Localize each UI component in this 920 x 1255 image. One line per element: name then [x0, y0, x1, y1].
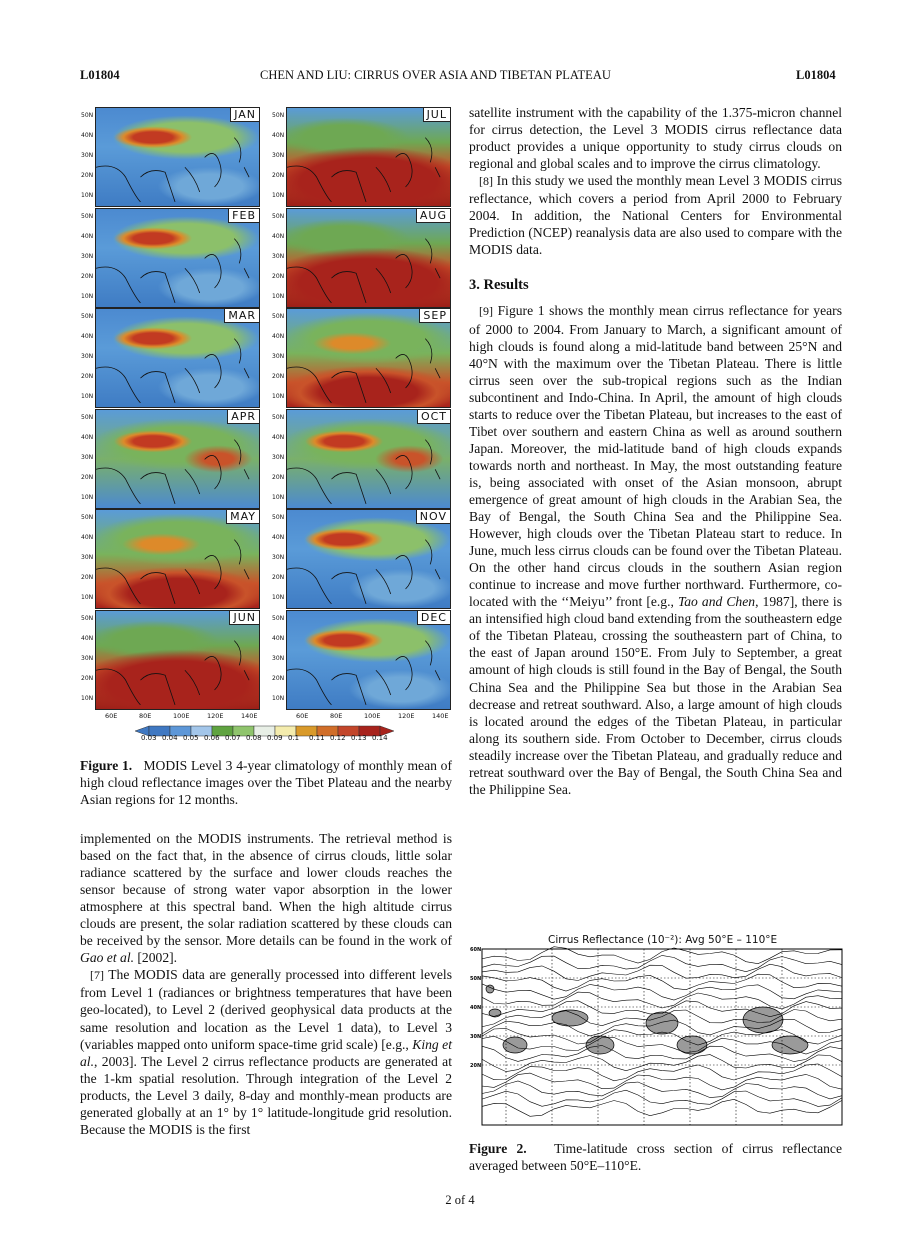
latitude-label: 10N	[272, 393, 285, 400]
colorbar-tick-label: 0.08	[246, 734, 262, 742]
colorbar-tick-label: 0.09	[267, 734, 283, 742]
latitude-label: 40N	[470, 1005, 482, 1011]
month-label: DEC	[417, 611, 450, 625]
paragraph: satellite instrument with the capability of the 1.375-micron channel for cirrus detection, the Level 3 MODIS cirrus reflectance data product provides a unique opportunity to study cirrus clouds on regional and global scales and to improve the cirrus climatology.	[469, 105, 842, 172]
latitude-label: 30N	[81, 654, 94, 662]
map-panel-jun	[95, 610, 260, 710]
latitude-label: 30N	[272, 453, 285, 461]
latitude-label: 50N	[272, 413, 285, 421]
map-panel-mar	[95, 308, 260, 408]
citation: Tao and Chen	[677, 594, 756, 610]
colorbar-tick-label: 0.1	[288, 734, 300, 742]
paragraph-8	[469, 172, 842, 258]
month-label: FEB	[228, 209, 259, 223]
latitude-label: 40N	[81, 433, 94, 441]
map-panel-may	[95, 509, 260, 609]
citation: Gao et al.	[80, 950, 134, 966]
latitude-label: 40N	[81, 132, 94, 139]
longitude-label: 120E	[207, 712, 224, 720]
latitude-label: 50N	[272, 614, 285, 622]
colorbar-tick-label: 0.06	[204, 734, 220, 742]
latitude-label: 40N	[81, 634, 94, 642]
latitude-label: 10N	[81, 694, 94, 702]
paragraph-7	[80, 966, 452, 1137]
month-label: JAN	[230, 108, 259, 122]
latitude-label: 40N	[81, 333, 94, 340]
latitude-label: 50N	[272, 112, 285, 119]
paragraph-9	[469, 302, 842, 797]
latitude-label: 30N	[272, 252, 285, 260]
colorbar-tick-label: 0.04	[162, 734, 178, 742]
map-panel-dec	[286, 610, 451, 710]
latitude-label: 10N	[81, 292, 94, 300]
coastline	[287, 108, 450, 207]
latitude-label: 50N	[81, 413, 94, 421]
map-panel-aug	[286, 208, 451, 308]
header-title: CHEN AND LIU: CIRRUS OVER ASIA AND TIBETAN PLATEAU	[260, 68, 611, 82]
latitude-label: 50N	[81, 313, 94, 320]
contour-line	[482, 992, 842, 1009]
figure-1-caption	[80, 757, 452, 808]
header-right: L01804	[796, 68, 836, 82]
coastline	[96, 209, 259, 308]
latitude-label: 30N	[272, 654, 285, 662]
latitude-label: 50N	[272, 514, 285, 521]
paragraph-number: [8]	[479, 174, 493, 189]
contour-line	[482, 1073, 842, 1090]
latitude-label: 60N	[470, 947, 482, 953]
figure-2-caption	[469, 1140, 842, 1174]
latitude-label: 50N	[81, 112, 94, 119]
shaded-region	[772, 1036, 808, 1054]
month-label: NOV	[416, 510, 450, 524]
map-panel-jul	[286, 107, 451, 207]
month-label: APR	[227, 410, 259, 424]
paragraph-number: [9]	[479, 304, 493, 319]
latitude-label: 10N	[272, 493, 285, 501]
latitude-label: 20N	[272, 574, 285, 581]
header-left: L01804	[80, 68, 120, 82]
figure-2-contour-plot	[470, 945, 845, 1130]
latitude-label: 30N	[272, 554, 285, 561]
text: , 1987], there is an intensified high cloud band extending from the southeastern edge of the Tibetan Plateau, crossing the southeastern part of China, to the east of Japan around 150°E. From July to September, a great amount of high clouds is still found in the Bay of Bengal, the South China Sea and the Philippine Sea but those in the Arabian Sea decrease and retreat southward. Also, a large amount of high clouds is located around the edges of the Tibetan Plateau, in particular along its southern side. From October to December, cirrus clouds steadily increase over the Tibetan Plateau, and gradually reduce and retreat southward over the Bay of Bengal, the South China Sea and the Philippine Sea.	[469, 594, 842, 797]
colorbar-tick-label: 0.07	[225, 734, 241, 742]
shaded-region	[743, 1007, 783, 1033]
latitude-label: 50N	[470, 976, 482, 982]
latitude-label: 30N	[272, 353, 285, 360]
text: [2002].	[134, 950, 178, 966]
latitude-label: 40N	[272, 232, 285, 240]
coastline	[287, 209, 450, 308]
colorbar-tick-label: 0.05	[183, 734, 199, 742]
latitude-label: 50N	[81, 514, 94, 521]
left-column-text	[80, 830, 452, 1138]
coastline	[287, 410, 450, 509]
longitude-label: 80E	[330, 712, 343, 720]
paragraph	[80, 830, 452, 966]
month-label: JUL	[423, 108, 450, 122]
latitude-label: 40N	[81, 534, 94, 541]
latitude-label: 40N	[272, 534, 285, 541]
text: The MODIS data are generally processed into different levels from Level 1 (radiances or brightness temperatures that have been geo-located), to Level 2 (derived geophysical data products at the same resolution and location as the Level 1 data), to Level 3 (variables mapped onto uniform space-time grid scale) [e.g.,	[80, 967, 452, 1052]
latitude-label: 40N	[272, 634, 285, 642]
latitude-label: 20N	[470, 1063, 482, 1069]
coastline	[96, 108, 259, 207]
longitude-label: 60E	[105, 712, 118, 720]
latitude-label: 20N	[81, 674, 94, 682]
latitude-label: 20N	[81, 172, 94, 179]
latitude-label: 50N	[272, 313, 285, 320]
section-heading: 3. Results	[469, 277, 529, 294]
citation: King et al.	[80, 1036, 452, 1069]
colorbar-tick-label: 0.11	[309, 734, 325, 742]
contour-line	[482, 1081, 842, 1099]
latitude-label: 50N	[81, 614, 94, 622]
map-panel-oct	[286, 409, 451, 509]
latitude-label: 20N	[81, 373, 94, 380]
month-label: MAR	[224, 309, 259, 323]
coastline	[96, 611, 259, 710]
month-label: MAY	[226, 510, 259, 524]
latitude-label: 40N	[272, 433, 285, 441]
right-column-text	[469, 104, 842, 798]
colorbar-tick-label: 0.13	[351, 734, 367, 742]
text: In this study we used the monthly mean Level 3 MODIS cirrus reflectance, which covers a period from April 2000 to February 2004. In addition, the National Centers for Environmental Prediction (NCEP) reanalysis data are also used to compare with the MODIS data.	[469, 173, 842, 258]
figure-2-title: Cirrus Reflectance (10⁻²): Avg 50°E – 110°E	[548, 934, 778, 946]
figure-2-label: Figure 2.	[469, 1141, 527, 1156]
figure-2-caption-text: Time-latitude cross section of cirrus reflectance averaged between 50°E–110°E.	[469, 1141, 842, 1173]
latitude-label: 10N	[81, 493, 94, 501]
contour-line	[482, 974, 842, 991]
longitude-label: 140E	[241, 712, 258, 720]
latitude-label: 40N	[272, 132, 285, 139]
month-label: AUG	[416, 209, 450, 223]
page-number: 2 of 4	[445, 1193, 475, 1207]
coastline	[287, 510, 450, 609]
map-panel-nov	[286, 509, 451, 609]
coastline	[96, 410, 259, 509]
longitude-label: 100E	[364, 712, 381, 720]
longitude-label: 140E	[432, 712, 449, 720]
latitude-label: 30N	[81, 152, 94, 159]
contour-line	[482, 1099, 842, 1116]
coastline	[287, 611, 450, 710]
contour-line	[482, 1090, 842, 1106]
latitude-label: 10N	[272, 192, 285, 199]
contour-line	[482, 955, 842, 971]
longitude-label: 60E	[296, 712, 309, 720]
coastline	[287, 309, 450, 408]
text: implemented on the MODIS instruments. The retrieval method is based on the fact that, in the absence of cirrus clouds, little solar radiance scattered by the surface and lower clouds reaches the sensor because of strong water vapor absorption in the lower atmosphere at this spectral band. When the high altitude cirrus clouds are present, the solar radiation scattered by these clouds can be received by the sensor. More details can be found in the work of	[80, 831, 452, 949]
latitude-label: 30N	[81, 252, 94, 260]
latitude-label: 40N	[272, 333, 285, 340]
coastline	[96, 309, 259, 408]
map-panel-sep	[286, 308, 451, 408]
latitude-label: 10N	[81, 393, 94, 400]
shaded-region	[646, 1012, 678, 1034]
latitude-label: 10N	[81, 192, 94, 199]
latitude-label: 30N	[470, 1034, 482, 1040]
longitude-label: 100E	[173, 712, 190, 720]
latitude-label: 10N	[272, 292, 285, 300]
latitude-label: 10N	[272, 594, 285, 601]
latitude-label: 20N	[272, 272, 285, 280]
month-label: OCT	[417, 410, 450, 424]
longitude-label: 120E	[398, 712, 415, 720]
map-panel-feb	[95, 208, 260, 308]
colorbar-tick-label: 0.12	[330, 734, 346, 742]
month-label: SEP	[419, 309, 450, 323]
figure-1-caption-text: MODIS Level 3 4-year climatology of monthly mean of high cloud reflectance images over the Tibet Plateau and the nearby Asian regions for 12 months.	[80, 758, 452, 807]
month-label: JUN	[229, 611, 259, 625]
latitude-label: 20N	[272, 473, 285, 481]
latitude-label: 30N	[81, 353, 94, 360]
latitude-label: 20N	[81, 272, 94, 280]
paragraph-number: [7]	[90, 968, 104, 983]
latitude-label: 20N	[81, 574, 94, 581]
latitude-label: 20N	[272, 674, 285, 682]
latitude-label: 30N	[81, 453, 94, 461]
latitude-label: 20N	[272, 373, 285, 380]
longitude-label: 80E	[139, 712, 152, 720]
latitude-label: 20N	[81, 473, 94, 481]
figure-1-label: Figure 1.	[80, 758, 133, 773]
text: Figure 1 shows the monthly mean cirrus reflectance for years of 2000 to 2004. From January to March, a significant amount of high clouds is found along a mid-latitude band between 25°N and 40°N with the maximum over the Tibetan Plateau. There is little cirrus seen over the sub-tropical regions such as the Indian subcontinent and Indo-China. In April, the amount of high clouds starts to reduce over the Tibetan Plateau, but increases to the east of Tibet over southern and eastern China as well as around southern Japan. Moreover, the mid-latitude band of high clouds expands towards north and northeast. In May, the most outstanding feature is, being associated with onset of the Asian monsoon, abrupt emergence of great amount of high clouds in the Arabian Sea, the Bay of Bengal, the South China Sea and the Philippine Sea. However, high clouds over the Tibetan Plateau start to reduce. In June, much less cirrus clouds can be found over the Tibetan Plateau. On the other hand circus clouds in the southern Asian region continue to increase and move further northward. Furthermore, co-located with the ‘‘Meiyu’’ front [e.g.,	[469, 303, 842, 610]
latitude-label: 10N	[81, 594, 94, 601]
latitude-label: 20N	[272, 172, 285, 179]
latitude-label: 30N	[272, 152, 285, 159]
map-panel-jan	[95, 107, 260, 207]
latitude-label: 30N	[81, 554, 94, 561]
contour-line	[482, 1055, 842, 1072]
latitude-label: 10N	[272, 694, 285, 702]
map-panel-apr	[95, 409, 260, 509]
latitude-label: 50N	[81, 212, 94, 220]
text: , 2003]. The Level 2 cirrus reflectance products are generated at the 1-km spatial resolution. Through integration of the Level 2 products, the Level 3 daily, 8-day and monthly-mean products are generated globally at an 1° by 1° latitude-longitude grid resolution. Because the MODIS is the first	[80, 1053, 452, 1137]
colorbar-tick-label: 0.03	[141, 734, 157, 742]
shaded-region	[503, 1037, 527, 1053]
contour-line	[482, 984, 842, 1000]
colorbar-tick-label: 0.14	[372, 734, 388, 742]
coastline	[96, 510, 259, 609]
latitude-label: 50N	[272, 212, 285, 220]
latitude-label: 40N	[81, 232, 94, 240]
